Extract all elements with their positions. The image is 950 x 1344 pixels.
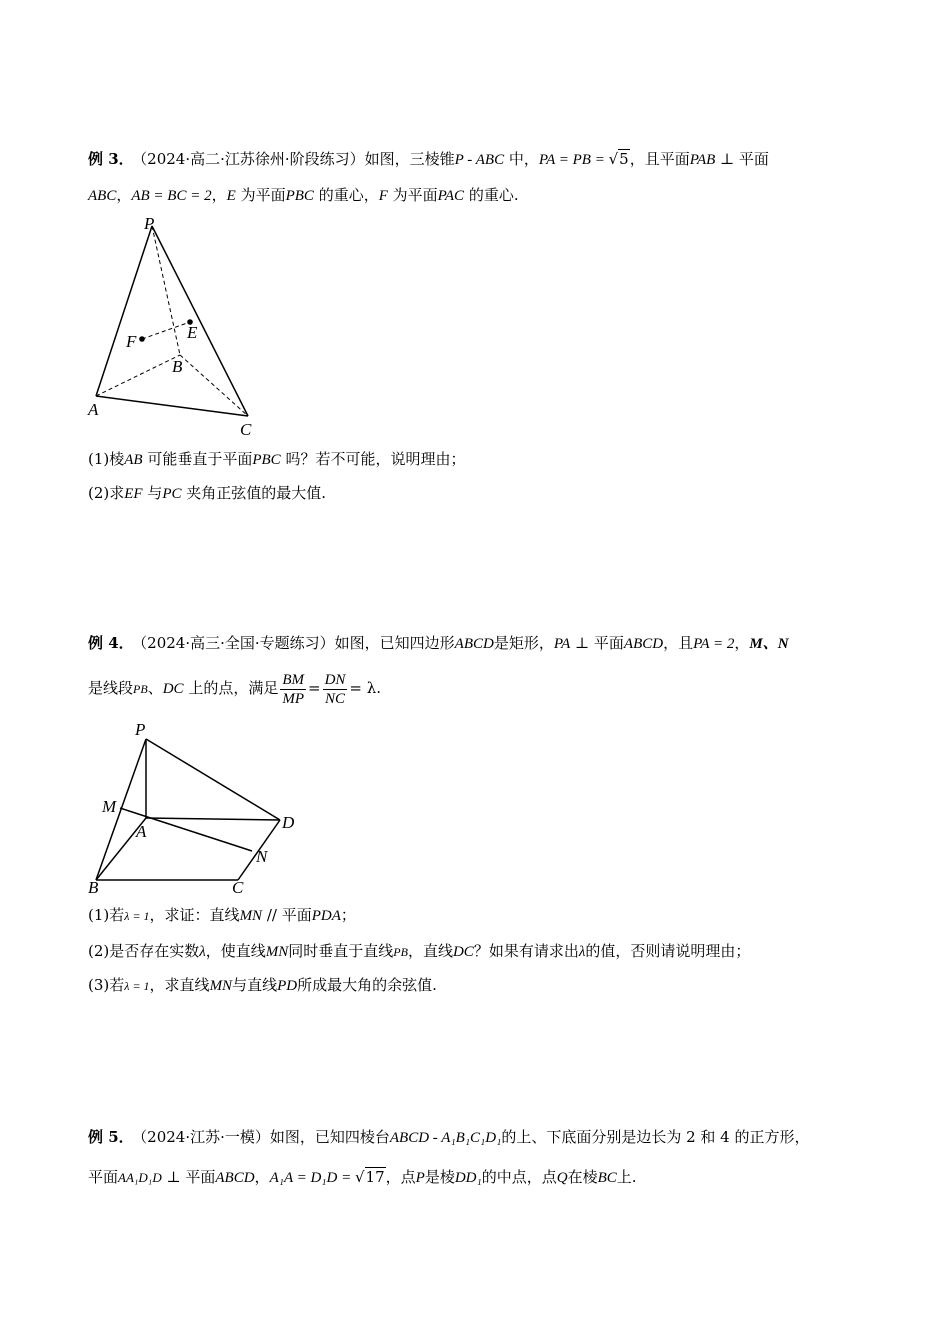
ex3-papb: PA = PB = xyxy=(538,152,609,168)
ex3-pc: PC xyxy=(162,486,182,502)
ex4-q1 xyxy=(88,904,356,927)
label-N: N xyxy=(256,847,268,866)
ex4-q3 xyxy=(88,974,437,997)
fraction-bm-mp xyxy=(280,671,306,708)
frac-den: NC xyxy=(324,690,345,707)
ex5-a1a: A₁A = D₁D = xyxy=(269,1170,355,1186)
label-A: A xyxy=(136,822,147,841)
ex3-text: 与 xyxy=(142,484,163,502)
ex4-lambda: λ = 1 xyxy=(124,979,150,993)
ex4-lambda: λ = 1 xyxy=(124,909,150,923)
ex5-text: 平面 xyxy=(88,1168,119,1186)
label-C: C xyxy=(232,878,244,897)
label-B: B xyxy=(88,878,99,897)
ex3-q1 xyxy=(88,448,465,471)
ex4-text: = λ xyxy=(349,679,377,697)
ex4-abcd: ABCD xyxy=(623,636,664,652)
ex5-aa1d1d: AA₁D₁D xyxy=(118,1170,162,1185)
edge-AC xyxy=(96,396,248,416)
label-C: C xyxy=(240,420,252,439)
ex5-text: ， xyxy=(254,1168,270,1186)
ex4-text: ，求证：直线 xyxy=(149,906,240,924)
ex3-text: 夹角正弦值的最大值. xyxy=(181,484,327,502)
ex4-mn: M、N xyxy=(749,636,789,652)
sqrt-symbol: √ xyxy=(354,1168,365,1186)
edge-AB xyxy=(96,355,180,396)
ex4-text: 是线段 xyxy=(88,679,134,697)
label-D: D xyxy=(282,813,295,832)
ex3-text: 为平面 xyxy=(387,186,438,204)
ex5-text: 的上、下底面分别是边长为 2 和 4 的正方形， xyxy=(501,1128,810,1146)
edge-PD xyxy=(146,739,280,820)
ex5-text: 在棱 xyxy=(567,1168,598,1186)
ex3-ef: EF xyxy=(124,486,143,502)
ex4-source: （2024·高三·全国·专题练习）如图，已知四边形 xyxy=(139,634,455,652)
ex4-text: ， xyxy=(734,634,750,652)
segment-EF xyxy=(142,322,190,339)
ex3-text: ， xyxy=(116,186,132,204)
ex4-abcd: ABCD xyxy=(454,636,494,652)
ex4-pda: PDA xyxy=(311,908,341,924)
label-P: P xyxy=(144,214,155,233)
ex4-mn: MN xyxy=(209,978,233,994)
ex5-line2 xyxy=(88,1166,637,1189)
ex3-text: (1)棱 xyxy=(88,450,125,468)
ex4-text: ； xyxy=(340,906,356,924)
ex4-text: ，且 xyxy=(663,634,694,652)
ex3-text: 为平面 xyxy=(235,186,286,204)
edge-PC xyxy=(152,226,248,416)
edge-BC xyxy=(180,355,248,416)
ex4-q2 xyxy=(88,940,750,963)
ex4-text: ，使直线 xyxy=(205,942,266,960)
ex4-text: ？如果有请求出 xyxy=(473,942,579,960)
ex5-label: 例 5． xyxy=(88,1128,134,1146)
ex4-text: 与直线 xyxy=(232,976,278,994)
ex5-text: ，点 xyxy=(385,1168,416,1186)
ex4-text: 所成最大角的余弦值. xyxy=(297,976,437,994)
ex4-text: 的值，否则请说明理由； xyxy=(585,942,751,960)
ex4-text: 上的点，满足 xyxy=(183,679,279,697)
ex3-text: 的重心. xyxy=(464,186,519,204)
label-E: E xyxy=(187,323,198,342)
ex4-lambda: λ xyxy=(199,944,206,960)
ex4-dc: DC xyxy=(162,681,184,697)
frac-num: DN xyxy=(324,671,346,688)
ex4-pa2: PA = 2 xyxy=(693,636,735,652)
ex4-mn: MN xyxy=(239,908,263,924)
ex4-text: 同时垂直于直线 xyxy=(288,942,394,960)
ex4-label: 例 4． xyxy=(88,634,134,652)
label-P: P xyxy=(135,720,146,739)
ex4-figure xyxy=(80,715,310,900)
ex5-line1 xyxy=(88,1126,809,1149)
ex5-text: 是棱 xyxy=(424,1168,455,1186)
ex4-text: (2)是否存在实数 xyxy=(88,942,200,960)
ex4-dc: DC xyxy=(452,944,474,960)
ex4-text: // 平面 xyxy=(262,906,312,924)
ex3-q2 xyxy=(88,482,326,505)
ex3-label: 例 3． xyxy=(88,150,134,168)
ex4-text: (1)若 xyxy=(88,906,125,924)
edge-AD xyxy=(146,818,280,820)
ex3-pabc: P - ABC xyxy=(454,152,505,168)
ex3-text: ，且平面 xyxy=(629,150,690,168)
ex3-text: ， xyxy=(211,186,227,204)
ex3-e: E xyxy=(226,188,236,204)
ex5-source: （2024·江苏·一模）如图，已知四棱台 xyxy=(139,1128,390,1146)
ex4-mn: MN xyxy=(265,944,289,960)
ex4-text: ，求直线 xyxy=(149,976,210,994)
ex3-pac: PAC xyxy=(437,188,465,204)
frac-num: BM xyxy=(282,671,304,688)
ex4-text: (3)若 xyxy=(88,976,125,994)
ex3-text: 中， xyxy=(504,150,539,168)
ex3-ab: AB xyxy=(124,452,143,468)
ex3-figure xyxy=(80,210,280,445)
ex3-text: 的重心， xyxy=(313,186,379,204)
ex4-pb: PB xyxy=(133,682,148,696)
ex4-text: 是矩形， xyxy=(493,634,554,652)
ex3-abbc: AB = BC = 2 xyxy=(131,188,212,204)
ex5-q: Q xyxy=(556,1170,568,1186)
ex4-pb: PB xyxy=(393,945,408,959)
ex5-sqrt17: 17 xyxy=(365,1168,385,1186)
frac-den: MP xyxy=(282,690,304,707)
label-A: A xyxy=(88,400,99,419)
ex5-abcd: ABCD xyxy=(215,1170,255,1186)
edge-PB xyxy=(152,226,180,355)
ex4-text: ⊥ 平面 xyxy=(570,634,624,652)
ex3-pab: PAB xyxy=(689,152,716,168)
ex5-bc: BC xyxy=(597,1170,617,1186)
ex3-abc: ABC xyxy=(88,188,117,204)
ex3-text: ⊥ 平面 xyxy=(715,150,769,168)
ex3-text: 可能垂直于平面 xyxy=(142,450,253,468)
fraction-dn-nc xyxy=(323,671,348,708)
ex3-sqrt5: 5 xyxy=(619,150,629,168)
ex3-f: F xyxy=(378,188,388,204)
ex4-text: . xyxy=(376,679,382,697)
edge-PA xyxy=(96,226,152,396)
label-B: B xyxy=(172,357,183,376)
ex4-text: 、 xyxy=(147,679,163,697)
ex3-pbc: PBC xyxy=(285,188,314,204)
ex5-text: ⊥ 平面 xyxy=(161,1168,216,1186)
ex4-text: = xyxy=(308,679,321,697)
ex5-frustum: ABCD - A₁B₁C₁D₁ xyxy=(389,1130,502,1146)
ex4-lambda: λ xyxy=(578,944,586,960)
label-F: F xyxy=(126,332,137,351)
ex5-p: P xyxy=(415,1170,425,1186)
ex4-pa: PA xyxy=(553,636,571,652)
ex3-line2 xyxy=(88,184,519,207)
ex3-text: 吗？若不可能，说明理由； xyxy=(280,450,466,468)
ex5-text: 的中点，点 xyxy=(481,1168,557,1186)
sqrt-symbol: √ xyxy=(608,150,619,168)
ex5-dd1: DD₁ xyxy=(454,1170,482,1186)
ex3-text: (2)求 xyxy=(88,484,125,502)
ex5-text: 上. xyxy=(616,1168,637,1186)
point-F xyxy=(139,336,145,342)
ex4-line1 xyxy=(88,632,789,655)
ex3-source: （2024·高二·江苏徐州·阶段练习）如图，三棱锥 xyxy=(139,150,455,168)
ex4-pd: PD xyxy=(277,978,298,994)
ex4-text: ，直线 xyxy=(407,942,453,960)
ex4-line2 xyxy=(88,668,381,709)
ex3-line1 xyxy=(88,148,769,171)
ex3-pbc: PBC xyxy=(252,452,281,468)
label-M: M xyxy=(102,797,117,816)
